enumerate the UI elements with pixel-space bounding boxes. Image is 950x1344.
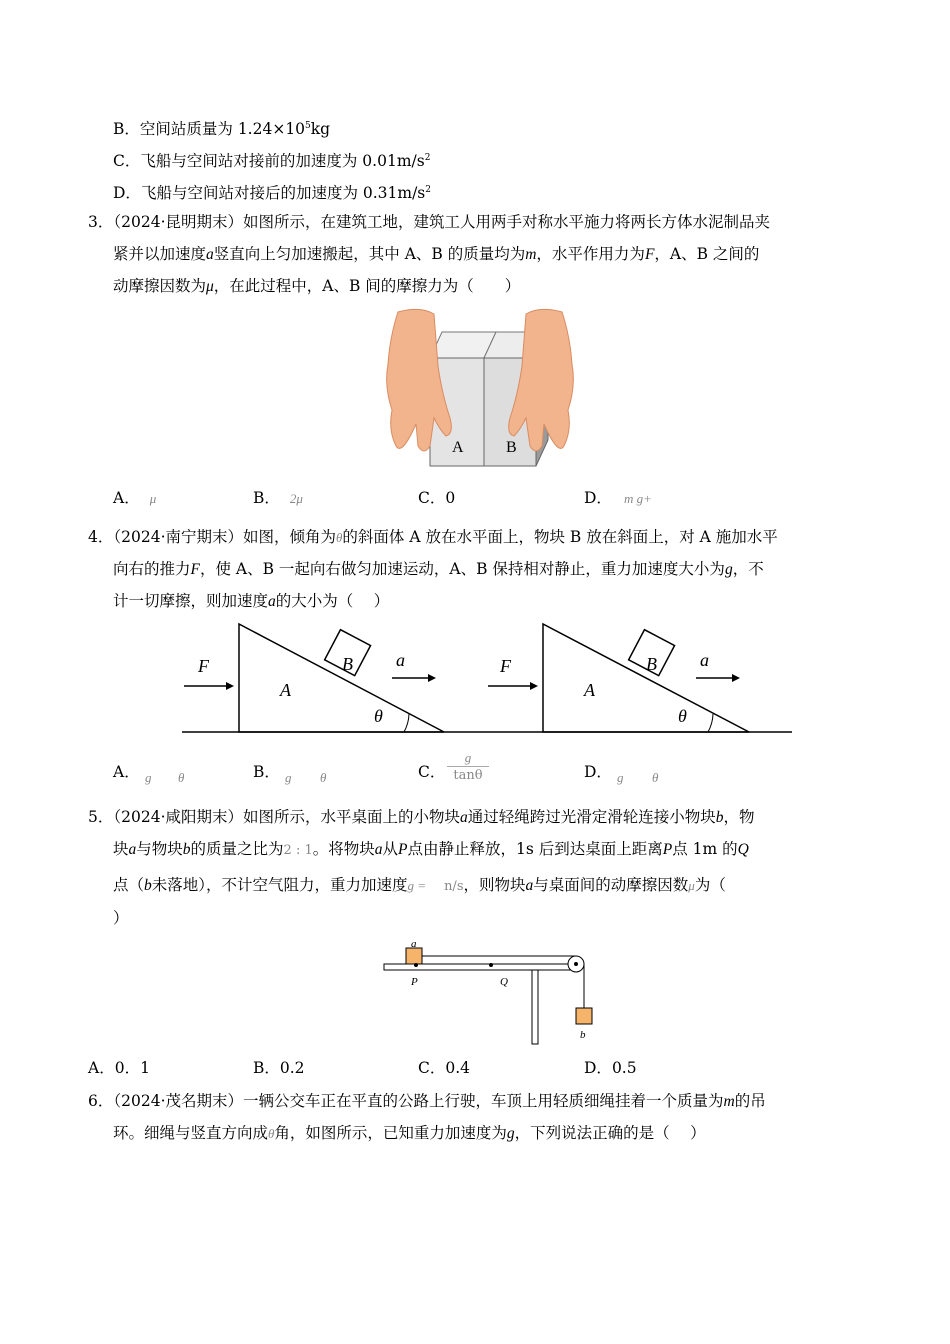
svg-text:a: a xyxy=(700,650,709,670)
q5-option-d: D．0.5 xyxy=(584,1059,637,1077)
svg-text:a: a xyxy=(411,940,417,950)
svg-text:θ: θ xyxy=(678,706,687,726)
q5-figure-pulley xyxy=(380,940,600,1048)
svg-text:b: b xyxy=(580,1029,586,1041)
svg-text:F: F xyxy=(198,656,209,676)
svg-text:Q: Q xyxy=(500,976,508,988)
q4-option-b: B． xyxy=(253,763,280,781)
q5-line2: 块a与物块b的质量之比为2 : 1。将物块a从P点由静止释放，1s 后到达桌面上距离P点 1m 的Q xyxy=(113,840,749,858)
q2-option-c: C．飞船与空间站对接前的加速度为 $0.01m/s^2$ xyxy=(113,152,431,170)
q3-option-c: C．0 xyxy=(418,489,456,507)
q4-option-c: C． xyxy=(418,763,446,781)
q3-option-d: D． m g+ xyxy=(584,489,652,507)
q4-option-c-fraction: g tanθ xyxy=(447,750,489,785)
svg-text:θ: θ xyxy=(374,706,383,726)
q4-figure-inclines xyxy=(180,618,795,740)
q6-line1: 6．（2024·茂名期末）一辆公交车正在平直的公路上行驶，车顶上用轻质细绳挂着一个质量为m的吊 xyxy=(88,1092,766,1110)
q5-option-a: A．0．1 xyxy=(88,1059,150,1077)
q4-line1: 4．（2024·南宁期末）如图，倾角为θ的斜面体 A 放在水平面上，物块 B 放在斜面上，对 A 施加水平 xyxy=(88,528,778,546)
q3-option-a: A． μ xyxy=(113,489,157,507)
label-b: B xyxy=(506,439,517,456)
q4-option-d-g: g xyxy=(617,770,624,785)
q3-line3: 动摩擦因数为μ，在此过程中，A、B 间的摩擦力为（ ） xyxy=(113,277,521,295)
svg-text:F: F xyxy=(500,656,511,676)
incline-left xyxy=(184,624,444,732)
q4-option-b-theta: θ xyxy=(320,770,327,785)
q2-option-d: D．飞船与空间站对接后的加速度为 $0.31m/s^2$ xyxy=(113,184,431,202)
q3-line1: 3．（2024·昆明期末）如图所示，在建筑工地，建筑工人用两手对称水平施力将两长方体水泥制品夹 xyxy=(88,213,771,231)
q5-line1: 5．（2024·咸阳期末）如图所示，水平桌面上的小物块a通过轻绳跨过光滑定滑轮连接小物块b，物 xyxy=(88,808,755,826)
q5-line4: ） xyxy=(113,909,129,927)
q5-option-c: C．0.4 xyxy=(418,1059,471,1077)
q5-line3: 点（b未落地），不计空气阻力，重力加速度g = n/s，则物块a与桌面间的动摩擦因数μ为（ xyxy=(113,876,726,894)
svg-text:a: a xyxy=(396,650,405,670)
svg-text:A: A xyxy=(280,680,291,700)
q4-option-a: A． xyxy=(113,763,140,781)
q4-option-d: D． xyxy=(584,763,612,781)
q6-line2: 环。细绳与竖直方向成θ角，如图所示，已知重力加速度为g，下列说法正确的是（ ） xyxy=(113,1124,706,1142)
svg-text:B: B xyxy=(646,654,657,674)
q3-line2: 紧并以加速度a竖直向上匀加速搬起，其中 A、B 的质量均为m，水平作用力为F，A、B 之间的 xyxy=(113,245,760,263)
incline-right xyxy=(488,624,749,732)
q4-option-a-theta: θ xyxy=(178,770,185,785)
q3-figure-hands-blocks xyxy=(380,306,580,470)
q4-line3: 计一切摩擦，则加速度a的大小为（ ） xyxy=(113,592,390,610)
svg-text:B: B xyxy=(342,654,353,674)
q4-option-b-g: g xyxy=(285,770,292,785)
q2-option-b: B．空间站质量为 $1.24\times 10^5kg$ xyxy=(113,120,331,138)
svg-text:P: P xyxy=(411,976,418,988)
q4-line2: 向右的推力F，使 A、B 一起向右做匀加速运动，A、B 保持相对静止，重力加速度大小为g，不 xyxy=(113,560,764,578)
q5-option-b: B．0.2 xyxy=(253,1059,305,1077)
block-b xyxy=(576,1008,592,1024)
q3-option-b: B． 2μ xyxy=(253,489,303,507)
label-a: A xyxy=(452,439,464,456)
block-a xyxy=(406,948,422,964)
q4-option-d-theta: θ xyxy=(652,770,659,785)
svg-text:A: A xyxy=(584,680,595,700)
q4-option-a-g: g xyxy=(145,770,152,785)
